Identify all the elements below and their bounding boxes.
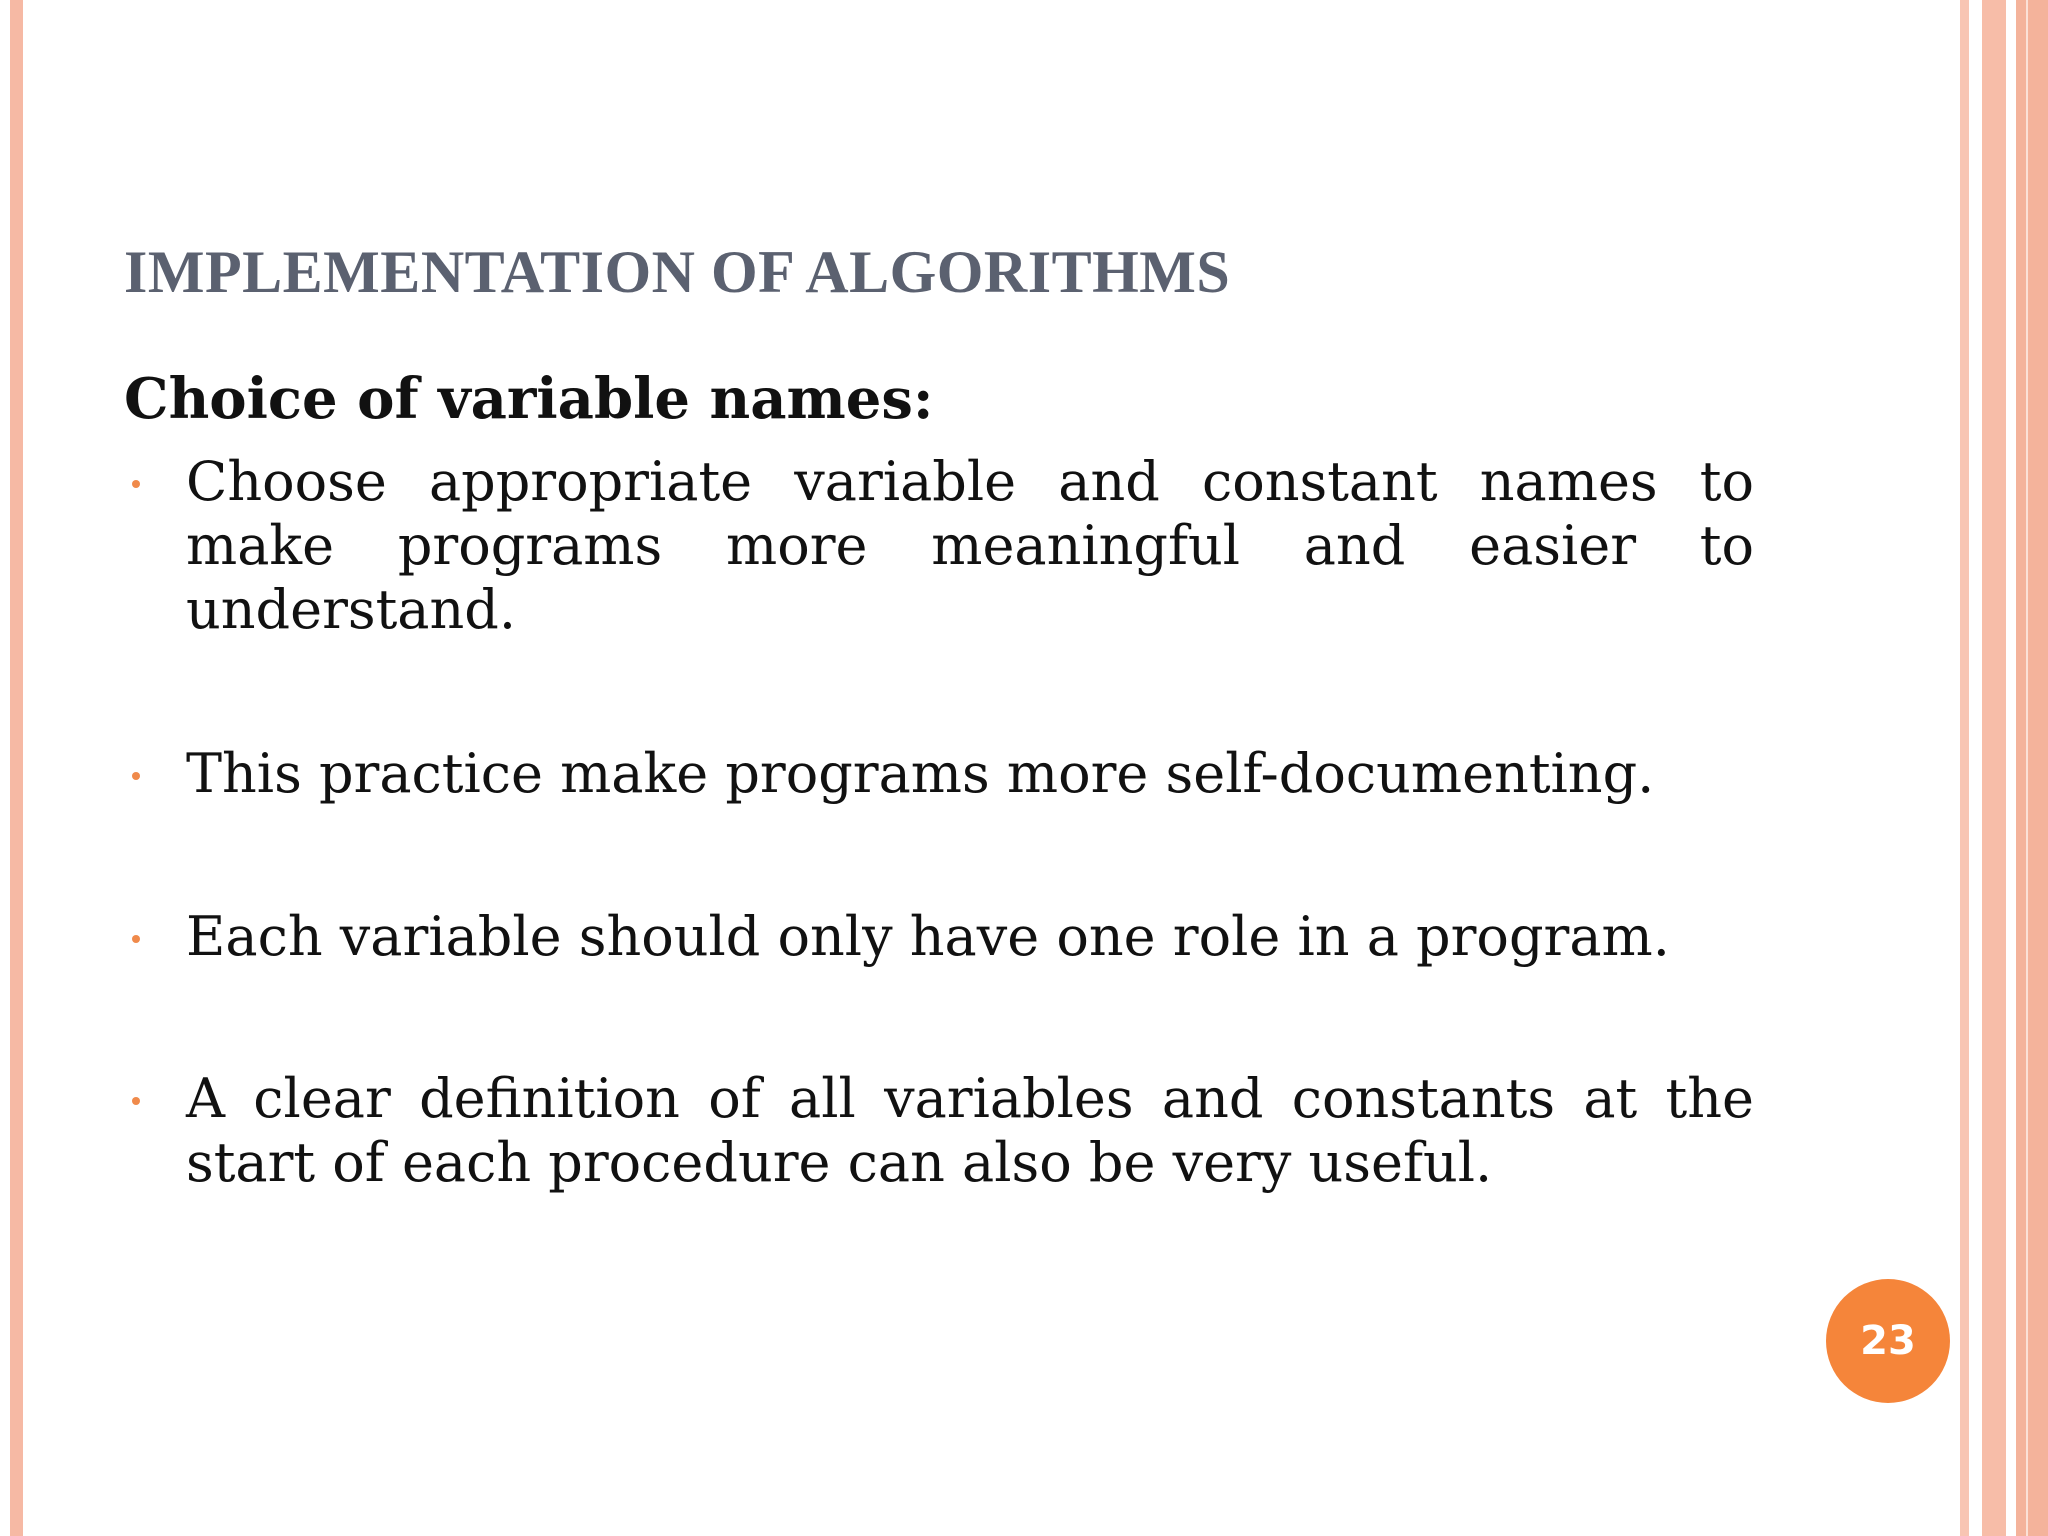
right-border-stripe	[2016, 0, 2048, 1536]
left-border-stripe	[10, 0, 23, 1536]
right-border-stripe-divider	[2026, 0, 2028, 1536]
bullet-text: Choose appropriate variable and constant names to make programs more meaningful and easier to understand.	[186, 450, 1754, 641]
slide-subtitle: Choice of variable names:	[124, 366, 934, 432]
bullet-text: Each variable should only have one role in a program.	[186, 905, 1670, 968]
bullet-dot-icon	[132, 1097, 140, 1105]
bullet-text: A clear definition of all variables and constants at the start of each procedure can also be very useful.	[186, 1067, 1754, 1194]
bullet-text: This practice make programs more self-documenting.	[186, 742, 1655, 805]
bullet-dot-icon	[132, 480, 140, 488]
page-number-badge	[1826, 1279, 1950, 1403]
right-border-stripe	[1960, 0, 1969, 1536]
right-border-stripe	[1982, 0, 2006, 1536]
slide-title: IMPLEMENTATION OF ALGORITHMS	[124, 239, 1231, 305]
bullet-dot-icon	[132, 772, 140, 780]
page-number: 23	[1860, 1318, 1916, 1364]
bullet-dot-icon	[132, 935, 140, 943]
